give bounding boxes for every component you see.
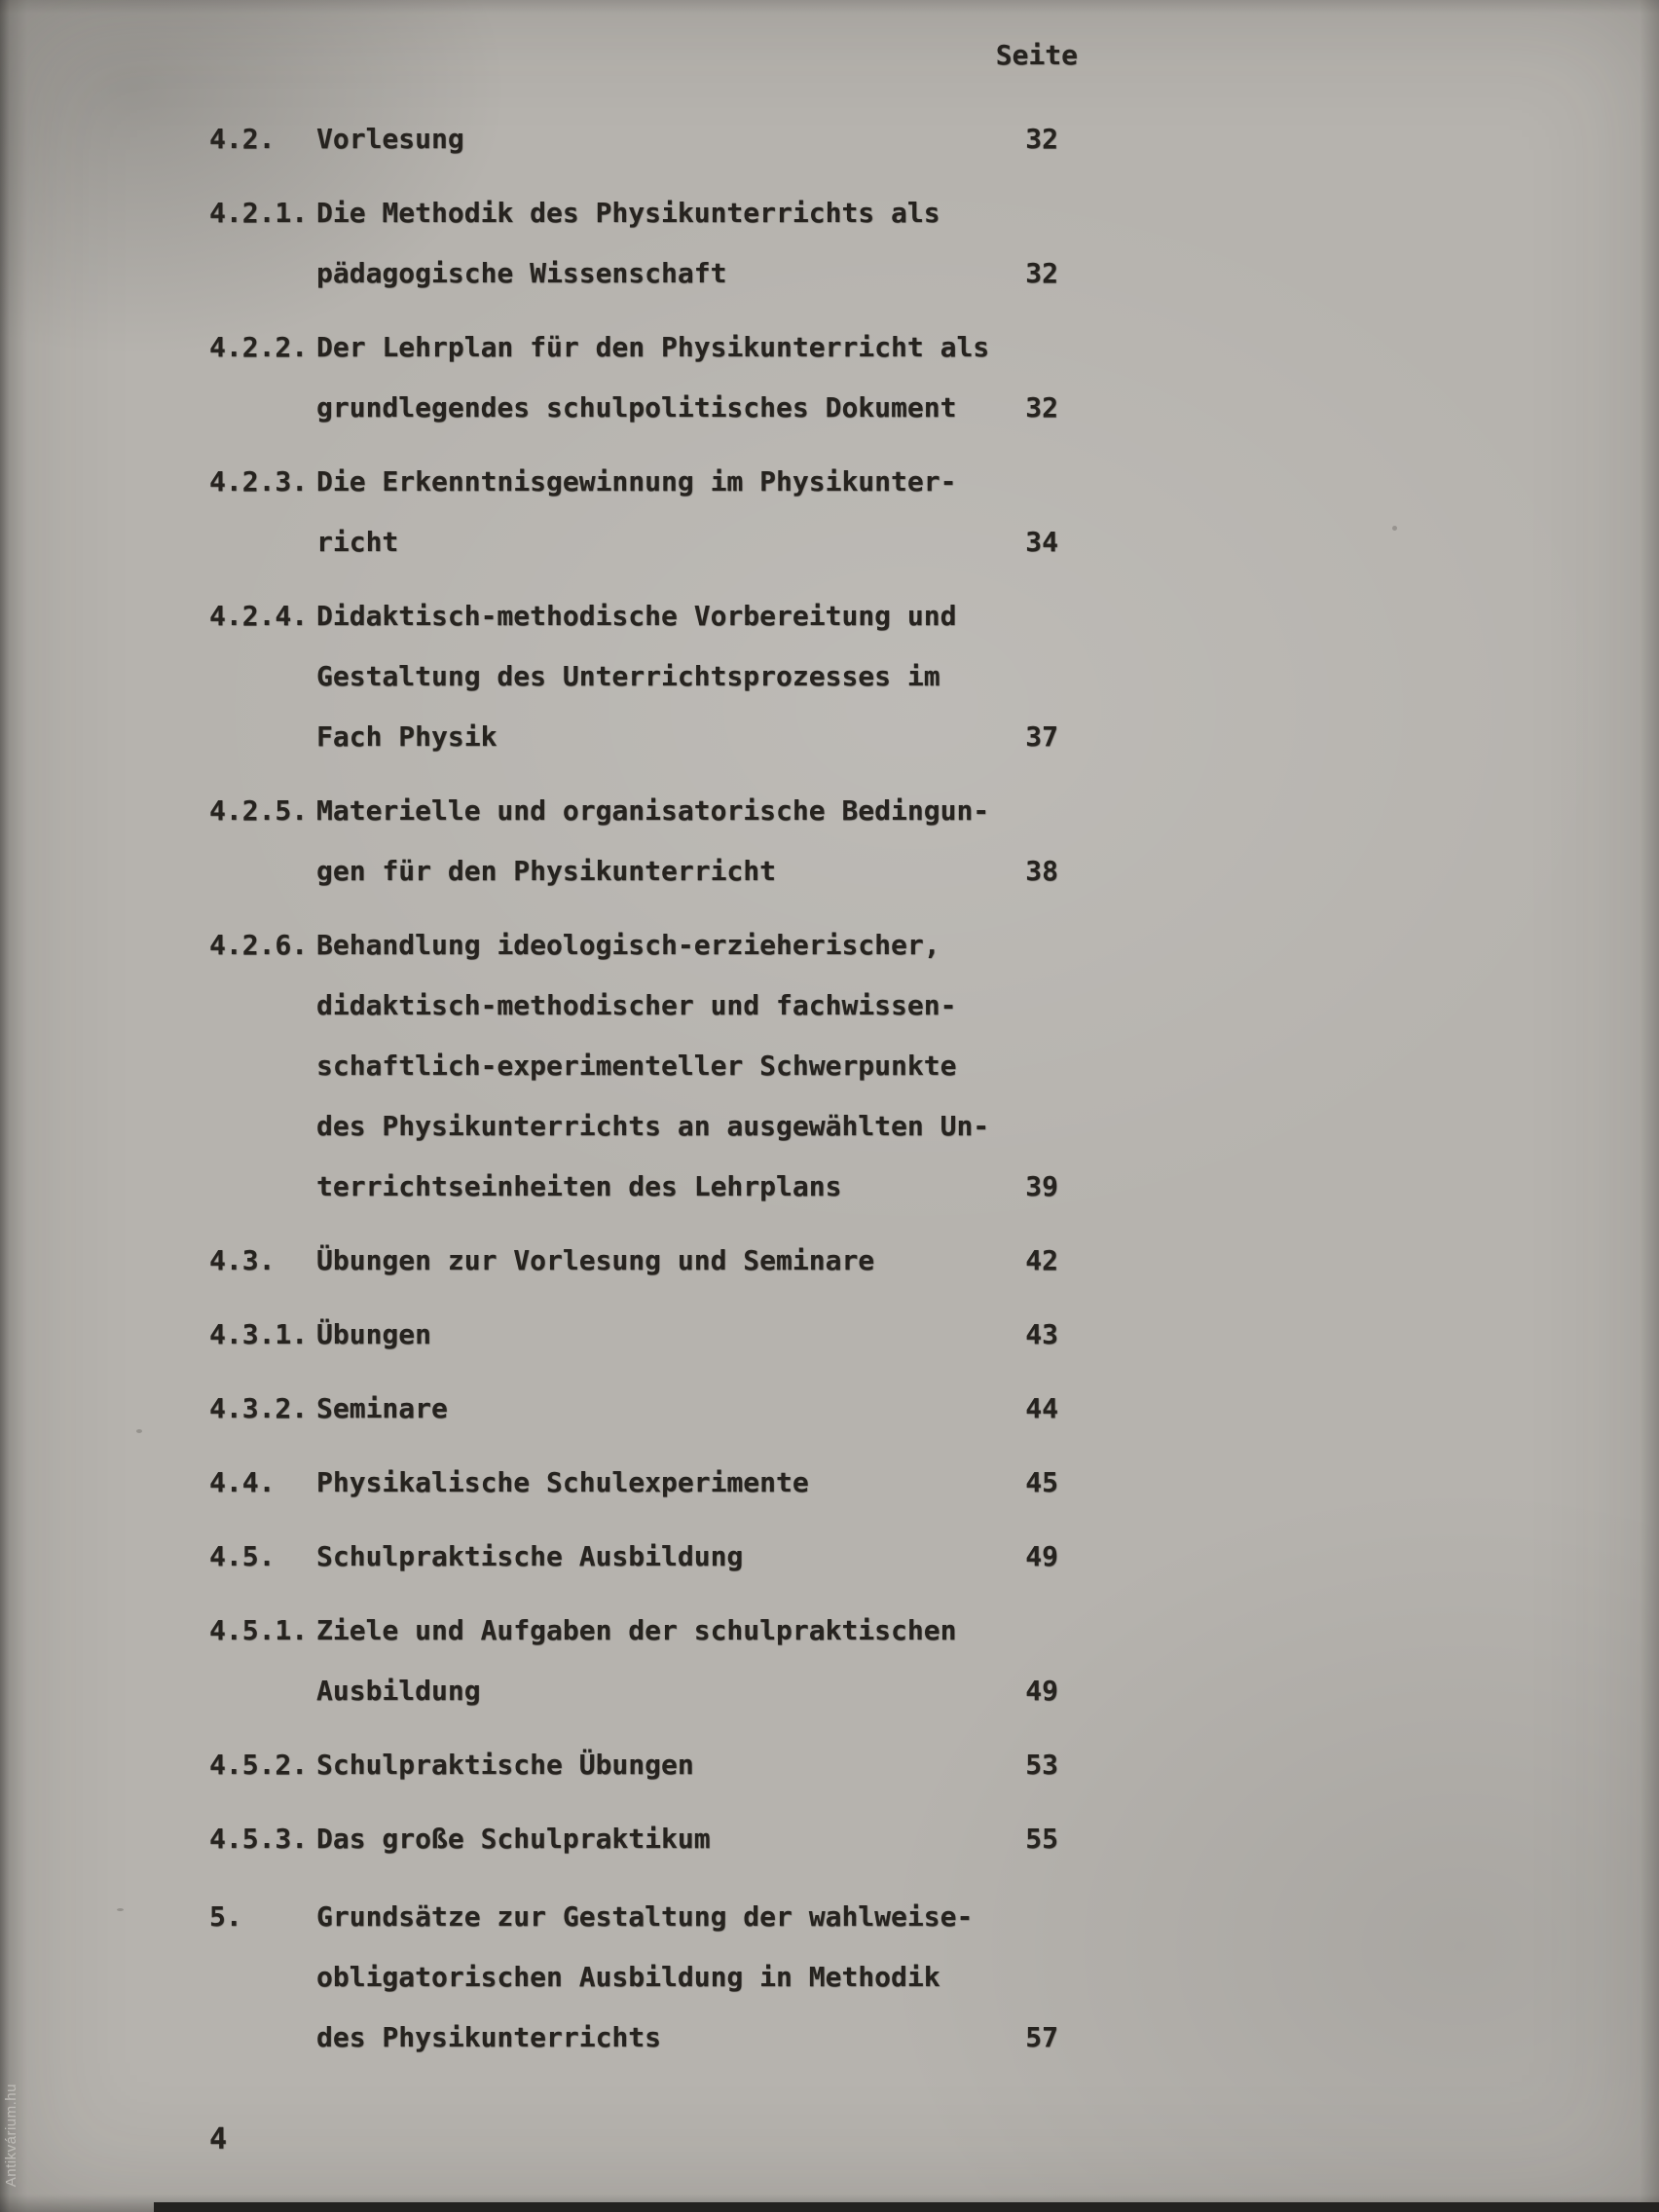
toc-entry-title-line: Das große Schulpraktikum <box>316 1823 711 1855</box>
toc-entry-title-line: Schulpraktische Ausbildung <box>316 1540 744 1572</box>
toc-entry-title <box>316 1735 1000 1795</box>
toc-entry-page: 45 <box>1025 1466 1058 1498</box>
toc-entry-title-line: Grundsätze zur Gestaltung der wahlweise- <box>316 1900 974 1933</box>
toc-entry-number: 4.5.2. <box>209 1749 309 1781</box>
toc-entry-title-line: terrichtseinheiten des Lehrplans <box>316 1170 842 1202</box>
watermark: Antikvárium.hu <box>3 2083 19 2187</box>
toc-entry-number: 5. <box>209 1900 242 1933</box>
toc-entry-page: 49 <box>1025 1540 1058 1572</box>
toc-entry-number: 4.5.3. <box>209 1823 309 1855</box>
toc-entry-title-line: Die Methodik des Physikunterrichts als <box>316 197 940 229</box>
toc-entry-page: 38 <box>1025 855 1058 887</box>
toc-entry-title-line: Didaktisch-methodische Vorbereitung und <box>316 600 957 632</box>
toc-entry-title-line: grundlegendes schulpolitisches Dokument <box>316 391 957 424</box>
toc-entry-page: 57 <box>1025 2021 1058 2053</box>
page-column-header-seite: Seite <box>995 39 1078 71</box>
toc-entry-title <box>316 1231 1000 1291</box>
toc-entry-page: 44 <box>1025 1392 1058 1424</box>
toc-entry-page: 49 <box>1025 1675 1058 1707</box>
toc-entry-page: 32 <box>1025 391 1058 424</box>
toc-entry-title-line: Übungen <box>316 1318 432 1350</box>
toc-entry <box>209 1809 1058 1869</box>
toc-entry-number: 4.3.2. <box>209 1392 309 1424</box>
toc-entry-page: 39 <box>1025 1170 1058 1202</box>
toc-entry-title-line: Übungen zur Vorlesung und Seminare <box>316 1244 875 1276</box>
toc-entry-title-line: des Physikunterrichts <box>316 2021 662 2053</box>
toc-entry-title-line: gen für den Physikunterricht <box>316 855 777 887</box>
toc-entry-title-line: obligatorischen Ausbildung in Methodik <box>316 1961 940 1993</box>
toc-entry-title-line: schaftlich-experimenteller Schwerpunkte <box>316 1050 957 1082</box>
toc-entry-number: 4.2.6. <box>209 929 309 961</box>
toc-entry-title <box>316 1887 1000 2068</box>
toc-entry-number: 4.2.5. <box>209 794 309 827</box>
toc-entry-title-line: Vorlesung <box>316 123 464 155</box>
toc-entry <box>209 452 1058 572</box>
toc-entry-title <box>316 183 1000 304</box>
toc-entry-title <box>316 1453 1000 1513</box>
toc-entry-number: 4.2.3. <box>209 465 309 498</box>
toc-entry-number: 4.5. <box>209 1540 276 1572</box>
toc-entry-title-line: Ziele und Aufgaben der schulpraktischen <box>316 1614 957 1646</box>
toc-entry-title <box>316 915 1000 1217</box>
toc-entry <box>209 183 1058 304</box>
toc-entry-page: 32 <box>1025 257 1058 289</box>
toc-entry-number: 4.2.4. <box>209 600 309 632</box>
toc-entry-page: 53 <box>1025 1749 1058 1781</box>
toc-entry <box>209 1887 1058 2068</box>
toc-entry-title <box>316 586 1000 767</box>
toc-entry-title-line: Die Erkenntnisgewinnung im Physikunter- <box>316 465 957 498</box>
toc-entry <box>209 781 1058 902</box>
toc-entry <box>209 1453 1058 1513</box>
toc-entry <box>209 1305 1058 1365</box>
toc-entry-title-line: richt <box>316 526 399 558</box>
toc-entry-page: 55 <box>1025 1823 1058 1855</box>
toc-entry-title-line: Seminare <box>316 1392 448 1424</box>
toc-entry-title <box>316 1305 1000 1365</box>
toc-entry <box>209 586 1058 767</box>
toc-entry-number: 4.2. <box>209 123 276 155</box>
toc-entry-title-line: didaktisch-methodischer und fachwissen- <box>316 989 957 1021</box>
scan-edge-artifact <box>154 2202 1659 2212</box>
toc-entry-title-line: Schulpraktische Übungen <box>316 1749 694 1781</box>
page-number: 4 <box>209 2122 228 2157</box>
toc-entry <box>209 1379 1058 1439</box>
toc-entry-title-line: des Physikunterrichts an ausgewählten Un- <box>316 1110 990 1142</box>
toc-entry-page: 37 <box>1025 720 1058 753</box>
toc-entry-title <box>316 1379 1000 1439</box>
table-of-contents <box>209 109 1058 2082</box>
toc-entry-title <box>316 1809 1000 1869</box>
scan-speck <box>117 1908 124 1911</box>
toc-entry-title-line: pädagogische Wissenschaft <box>316 257 727 289</box>
toc-entry-page: 43 <box>1025 1318 1058 1350</box>
toc-entry-number: 4.2.1. <box>209 197 309 229</box>
toc-entry-title-line: Gestaltung des Unterrichtsprozesses im <box>316 660 940 692</box>
toc-entry-number: 4.3. <box>209 1244 276 1276</box>
toc-entry <box>209 1601 1058 1721</box>
toc-entry-title <box>316 317 1000 438</box>
toc-entry-page: 34 <box>1025 526 1058 558</box>
toc-entry-title-line: Behandlung ideologisch-erzieherischer, <box>316 929 940 961</box>
toc-entry-number: 4.4. <box>209 1466 276 1498</box>
toc-entry-title <box>316 109 1000 169</box>
scan-speck <box>1392 526 1397 531</box>
toc-entry-title-line: Physikalische Schulexperimente <box>316 1466 809 1498</box>
toc-entry-number: 4.5.1. <box>209 1614 309 1646</box>
toc-entry-page: 42 <box>1025 1244 1058 1276</box>
toc-entry <box>209 915 1058 1217</box>
toc-entry-title <box>316 1527 1000 1587</box>
toc-entry-title-line: Fach Physik <box>316 720 498 753</box>
toc-entry-title-line: Materielle und organisatorische Bedingun- <box>316 794 990 827</box>
toc-entry <box>209 1735 1058 1795</box>
toc-entry-title-line: Ausbildung <box>316 1675 481 1707</box>
toc-entry-number: 4.2.2. <box>209 331 309 363</box>
toc-entry-title <box>316 781 1000 902</box>
toc-entry <box>209 317 1058 438</box>
toc-entry <box>209 1527 1058 1587</box>
scan-speck <box>136 1429 142 1433</box>
toc-entry <box>209 109 1058 169</box>
toc-entry-title <box>316 1601 1000 1721</box>
toc-entry-page: 32 <box>1025 123 1058 155</box>
toc-entry <box>209 1231 1058 1291</box>
toc-entry-title-line: Der Lehrplan für den Physikunterricht als <box>316 331 990 363</box>
toc-entry-number: 4.3.1. <box>209 1318 309 1350</box>
toc-entry-title <box>316 452 1000 572</box>
